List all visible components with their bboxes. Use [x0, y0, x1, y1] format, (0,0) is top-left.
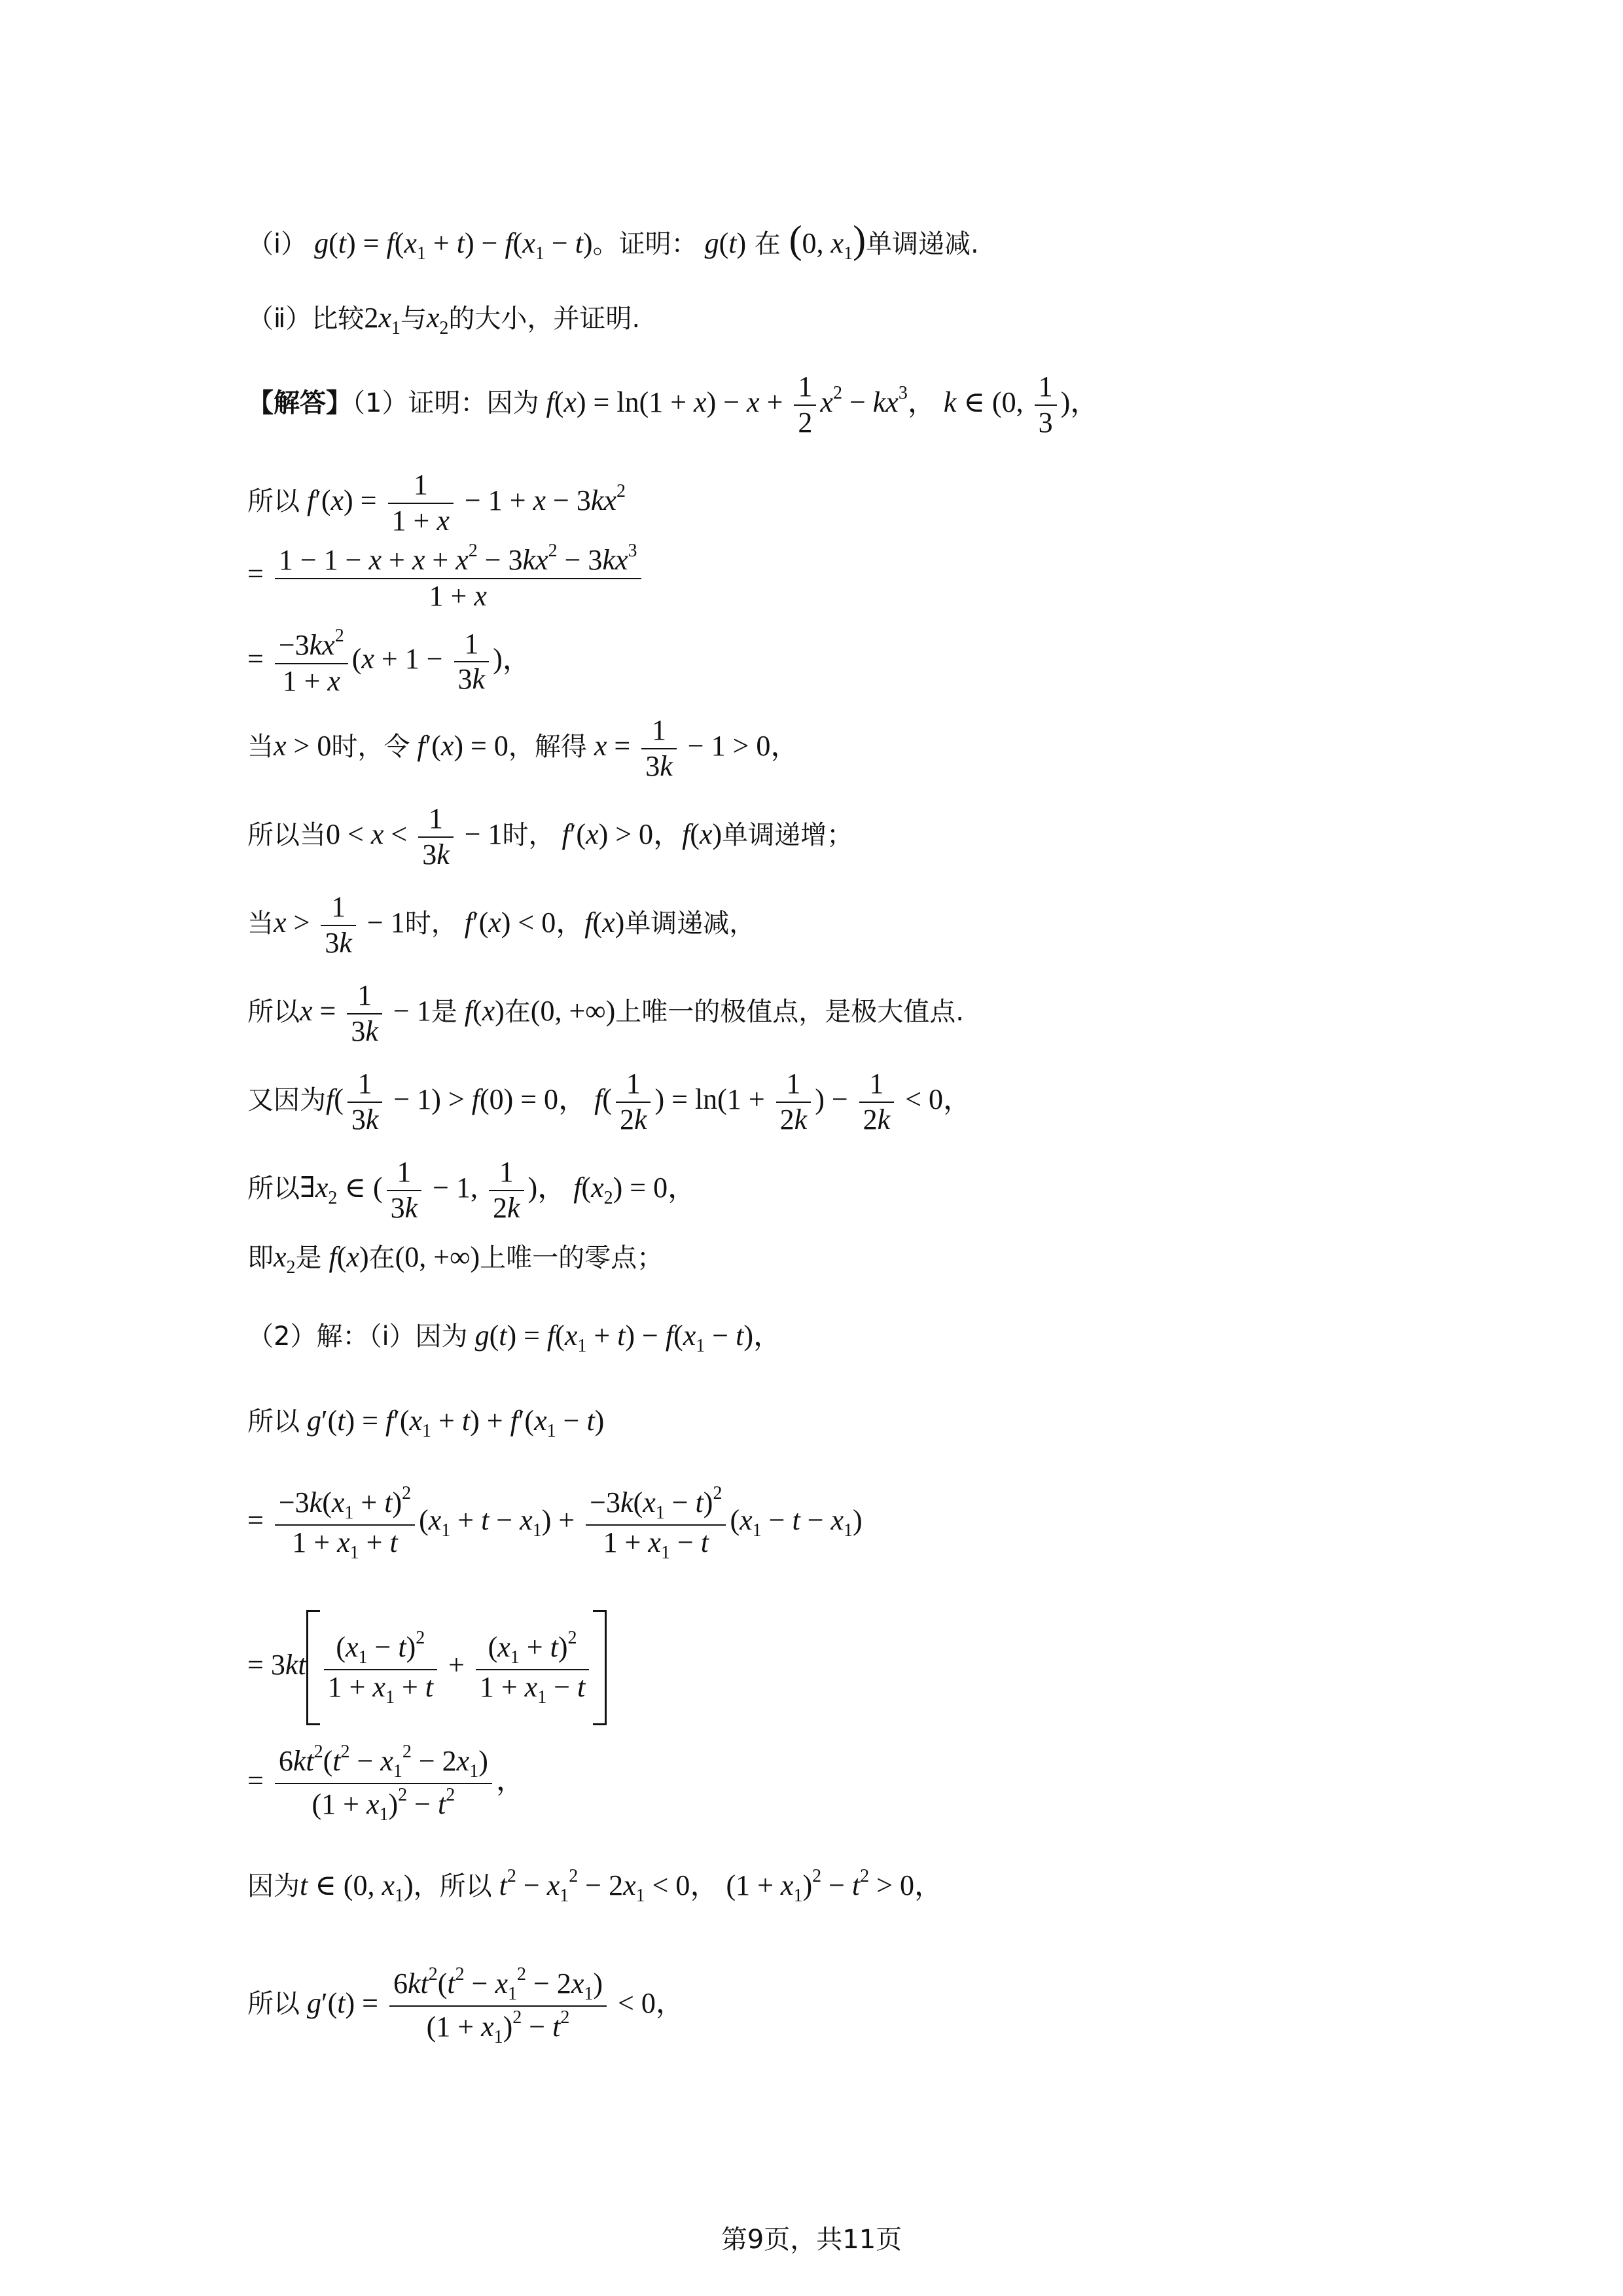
increasing-line: 所以当0 < x < $\frac{1}{3k}$ − 1时， f′(x) > 0，f(x)单调递增；	[247, 802, 853, 870]
unique-zero-line: 即$x_2$是 f(x)在(0, +∞)上唯一的零点；	[247, 1241, 664, 1278]
page-footer	[0, 2219, 1623, 2256]
page-number: 第9页，共11页	[721, 2225, 902, 2255]
question-part-ii: （ⅱ）比较$2x_1$与$x_2$的大小，并证明.	[247, 302, 641, 338]
derivative-line-3: = $\frac{-3kx^2}{1 + x}$ (x + 1 − $\frac{1}{3k}$ )，	[247, 626, 531, 697]
values-line: 又因为f( $\frac{1}{3k}$ − 1) > f(0) = 0， f( $\frac{1}{2k}$ ) = ln(1 + $\frac{1}{2k}$ ) − $\frac{1}{2k}$ < 0，	[247, 1067, 972, 1136]
existence-line: 所以$\exists x_2$ ∈ ( $\frac{1}{3k}$ − 1, $\frac{1}{2k}$ )， $f(x_2) = 0$，	[247, 1156, 697, 1224]
g-derivative-line-2: = $\frac{-3k(x_1 + t)^2}{1 + x_1 + t}$ $(x_1 + t - x_1)$ + $\frac{-3k(x_1 - t)^2}{1 + x_1 - t}$ $(x_1 - t - x_1)$	[247, 1483, 863, 1563]
sign-condition-line: 因为t ∈ (0, $x_1$)，所以 $t^2 - x_1^2 - 2x_1 < 0$， $(1 + x_1)^2 - t^2 > 0$，	[247, 1866, 943, 1906]
extreme-point-line: 所以x = $\frac{1}{3k}$ − 1是 f(x)在(0, +∞)上唯一的极值点，是极大值点.	[247, 979, 965, 1047]
derivative-line-1: 所以 f′(x) = $\frac{1}{1 + x}$ − $1 + x - 3kx^2$	[247, 469, 626, 537]
decreasing-line: 当x > $\frac{1}{3k}$ − 1时， f′(x) < 0，f(x)单调递减，	[247, 891, 756, 959]
g-derivative-line-4: = $\frac{6kt^2(t^2 - x_1^2 - 2x_1)}{(1 + x_1)^2 - t^2}$ ，	[247, 1742, 525, 1825]
critical-point-line: 当x > 0时，令 f′(x) = 0，解得 x = $\frac{1}{3k}$ − 1 > 0，	[247, 714, 800, 782]
g-derivative-line-1: 所以 $g'(t) = f'(x_1 + t) + f'(x_1 - t)$	[247, 1405, 605, 1441]
derivative-line-2: = $\frac{1 - 1 - x + x + x^2 - 3kx^2 - 3kx^3}{1 + x}$	[247, 540, 1427, 614]
part-2-line: （2）解：（i）因为 $g(t) = f(x_1 + t) - f(x_1 - t)$，	[247, 1319, 783, 1356]
g-derivative-line-3: = 3kt $\frac{(x_1 - t)^2}{1 + x_1 + t}$ + $\frac{(x_1 + t)^2}{1 + x_1 - t}$	[247, 1610, 1427, 1725]
conclusion-line: 所以 g′(t) = $\frac{6kt^2(t^2 - x_1^2 - 2x_1)}{(1 + x_1)^2 - t^2}$ < 0，	[247, 1964, 685, 2047]
question-part-i: （ⅰ） $g(t) = f(x_1 + t) - f(x_1 - t)$。证明： g(t) 在 (0, $x_1$)单调递减.	[247, 218, 979, 264]
solution-heading: 【解答】（1）证明：因为 f(x) = ln(1 + x) − x + $\frac{1}{2}$ $x^2 - kx^3$， k ∈ (0, $\frac{1}{3}$ )，	[247, 370, 1099, 439]
